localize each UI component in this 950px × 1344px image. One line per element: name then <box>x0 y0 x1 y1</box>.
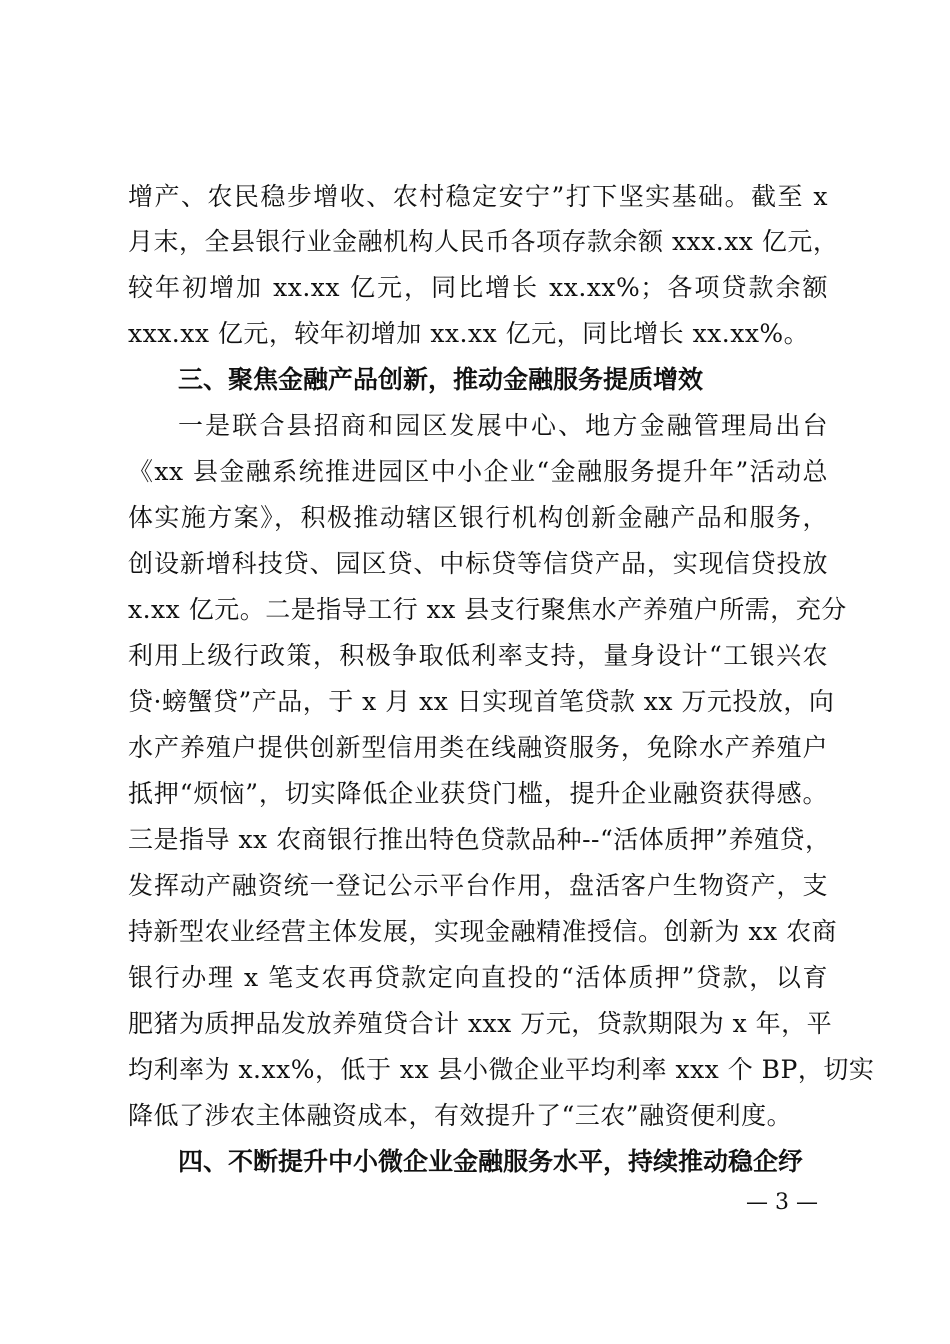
paragraph-line: 增产、农民稳步增收、农村稳定安宁”打下坚实基础。截至 x <box>128 182 828 211</box>
paragraph-line: 月末，全县银行业金融机构人民币各项存款余额 xxx.xx 亿元， <box>128 227 839 256</box>
paragraph-line: 三是指导 xx 农商银行推出特色贷款品种--“活体质押”养殖贷， <box>128 825 831 854</box>
section-heading: 三、聚焦金融产品创新，推动金融服务提质增效 <box>178 365 704 394</box>
paragraph-line: 持新型农业经营主体发展，实现金融精准授信。创新为 xx 农商 <box>128 917 838 946</box>
paragraph-line: 贷·螃蟹贷”产品，于 x 月 xx 日实现首笔贷款 xx 万元投放，向 <box>128 687 835 716</box>
paragraph-line: 发挥动产融资统一登记公示平台作用，盘活客户生物资产，支 <box>128 871 828 900</box>
paragraph-line: xxx.xx 亿元，较年初增加 xx.xx 亿元，同比增长 xx.xx%。 <box>128 319 810 348</box>
paragraph-line: 肥猪为质押品发放养殖贷合计 xxx 万元，贷款期限为 x 年，平 <box>128 1009 833 1038</box>
paragraph-line: 较年初增加 xx.xx 亿元，同比增长 xx.xx%；各项贷款余额 <box>128 273 828 302</box>
paragraph-line: 创设新增科技贷、园区贷、中标贷等信贷产品，实现信贷投放 <box>128 549 828 578</box>
paragraph-line: 均利率为 x.xx%，低于 xx 县小微企业平均利率 xxx 个 BP，切实 <box>128 1055 875 1084</box>
paragraph-line: 一是联合县招商和园区发展中心、地方金融管理局出台 <box>178 411 828 440</box>
page-number: — 3 — <box>746 1190 818 1215</box>
paragraph-line: 抵押“烦恼”，切实降低企业获贷门槛，提升企业融资获得感。 <box>128 779 828 808</box>
paragraph-line: 《xx 县金融系统推进园区中小企业“金融服务提升年”活动总 <box>128 457 828 486</box>
paragraph-line: x.xx 亿元。二是指导工行 xx 县支行聚焦水产养殖户所需，充分 <box>128 595 847 624</box>
paragraph-line: 利用上级行政策，积极争取低利率支持，量身设计“工银兴农 <box>128 641 828 670</box>
paragraph-line: 体实施方案》，积极推动辖区银行机构创新金融产品和服务， <box>128 503 828 532</box>
paragraph-line: 水产养殖户提供创新型信用类在线融资服务，免除水产养殖户 <box>128 733 828 762</box>
paragraph-line: 降低了涉农主体融资成本，有效提升了“三农”融资便利度。 <box>128 1101 793 1130</box>
paragraph-line: 银行办理 x 笔支农再贷款定向直投的“活体质押”贷款，以育 <box>128 963 828 992</box>
section-heading: 四、不断提升中小微企业金融服务水平，持续推动稳企纾 <box>178 1147 804 1176</box>
